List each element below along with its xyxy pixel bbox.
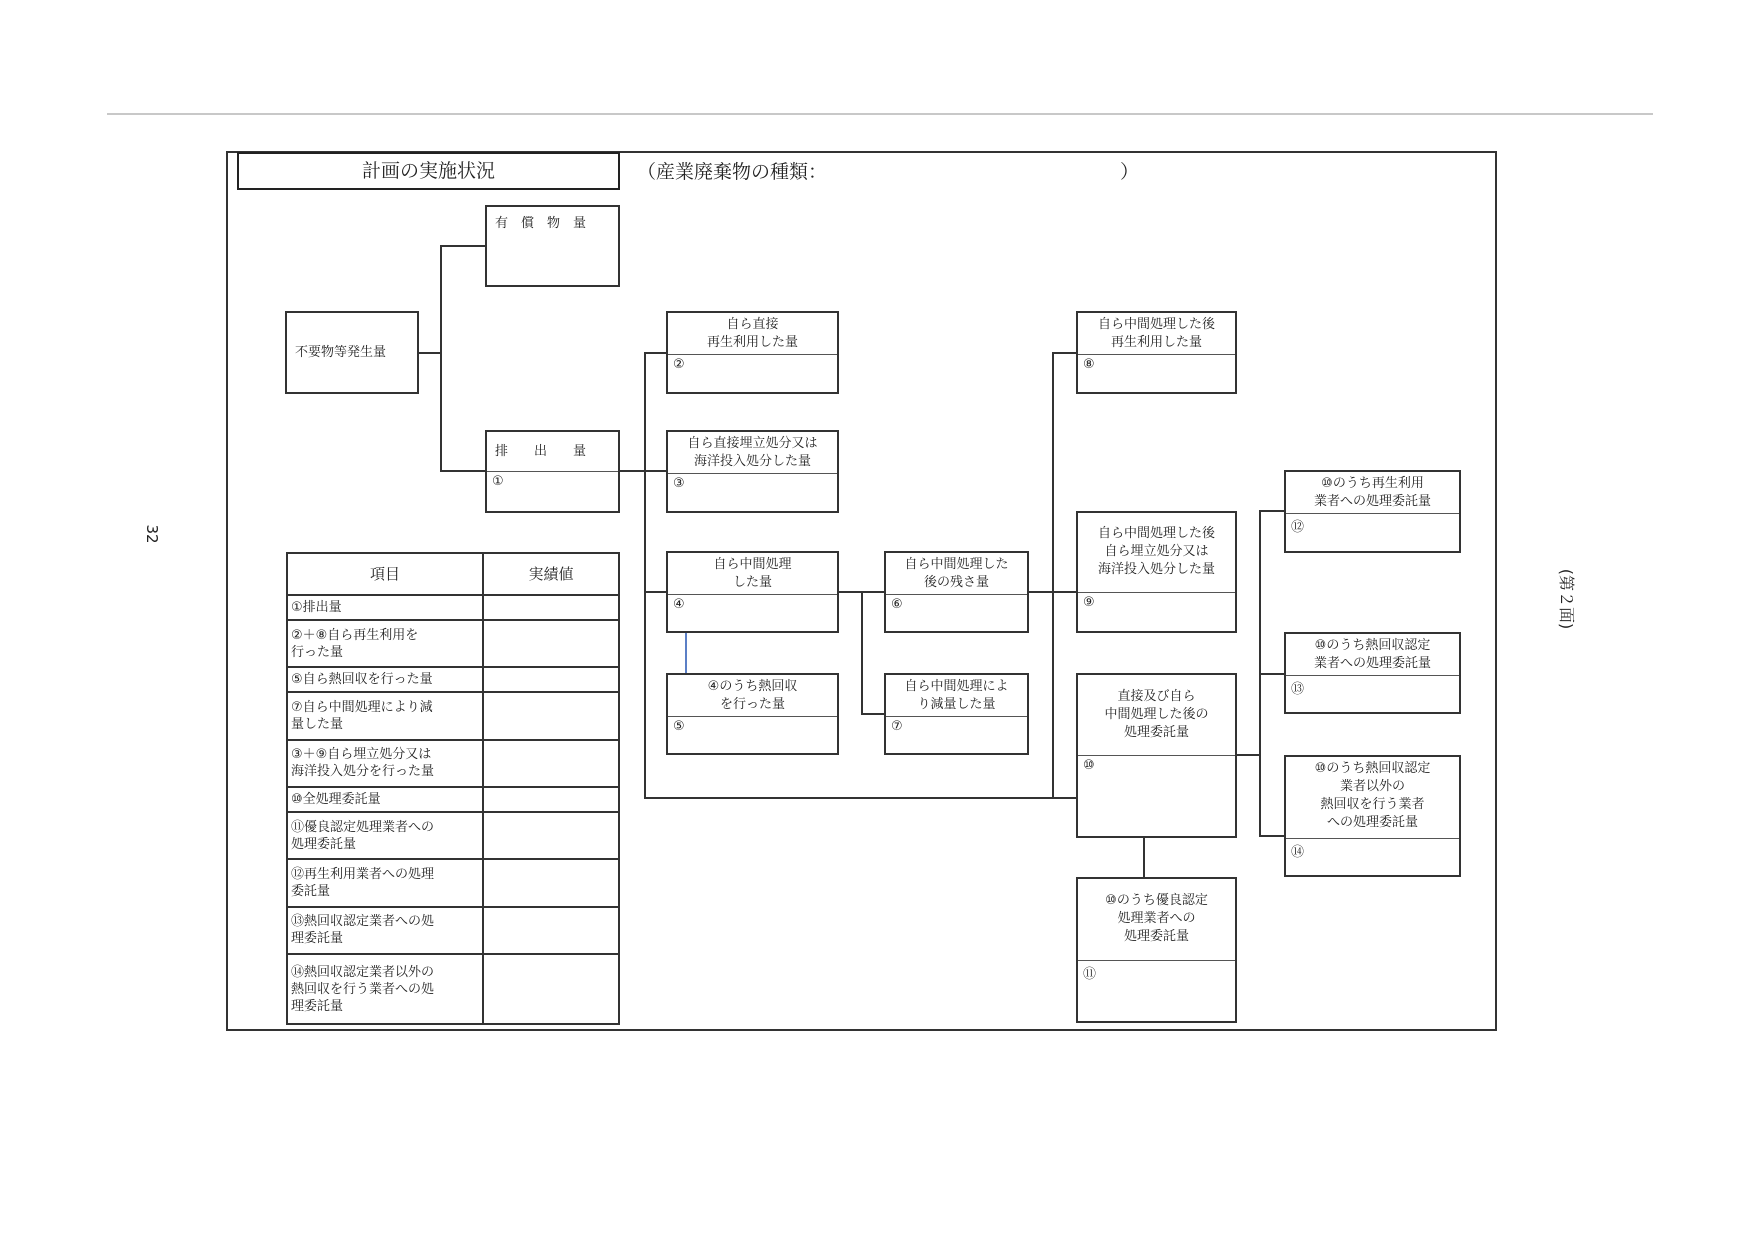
row-label: ⑫再生利用業者への処理 委託量 bbox=[287, 859, 483, 906]
top-rule bbox=[107, 113, 1653, 115]
table-row bbox=[287, 667, 619, 692]
table-row bbox=[287, 692, 619, 739]
connector bbox=[1259, 835, 1285, 837]
page-number: 32 bbox=[143, 524, 161, 544]
row-label: ②＋⑧自ら再生利用を 行った量 bbox=[287, 620, 483, 667]
row-label: ⑪優良認定処理業者への 処理委託量 bbox=[287, 812, 483, 859]
table-row bbox=[287, 812, 619, 859]
row-label: ⑦自ら中間処理により減 量した量 bbox=[287, 692, 483, 739]
connector bbox=[644, 591, 667, 593]
box-label: 有 償 物 量 bbox=[495, 216, 587, 231]
box-8 bbox=[1076, 311, 1237, 394]
box-13 bbox=[1284, 632, 1461, 714]
connector bbox=[1143, 838, 1145, 878]
box-number: ⑩ bbox=[1083, 758, 1095, 773]
box-number: ⑬ bbox=[1291, 682, 1305, 697]
box-number: ⑧ bbox=[1083, 357, 1095, 372]
box-label: 自ら中間処理 した量 bbox=[668, 553, 837, 595]
connector bbox=[685, 632, 687, 674]
box-label: 自ら中間処理した後 再生利用した量 bbox=[1078, 313, 1235, 355]
connector bbox=[440, 245, 442, 472]
box-number: ④ bbox=[673, 597, 685, 612]
value-cell[interactable] bbox=[483, 954, 619, 1024]
table-row bbox=[287, 954, 619, 1024]
table-row bbox=[287, 620, 619, 667]
column-header-value: 実績値 bbox=[483, 553, 619, 595]
value-cell[interactable] bbox=[483, 812, 619, 859]
box-5 bbox=[666, 673, 839, 755]
box-label: 自ら中間処理した 後の残さ量 bbox=[886, 553, 1027, 595]
connector bbox=[1259, 673, 1285, 675]
connector bbox=[861, 713, 886, 715]
connector bbox=[861, 591, 863, 715]
connector bbox=[440, 470, 486, 472]
box-label: ⑩のうち優良認定 処理業者への 処理委託量 bbox=[1078, 879, 1235, 961]
connector bbox=[644, 352, 667, 354]
connector bbox=[644, 797, 1077, 799]
box-label: 直接及び自ら 中間処理した後の 処理委託量 bbox=[1078, 675, 1235, 756]
box-label: 自ら直接埋立処分又は 海洋投入処分した量 bbox=[668, 432, 837, 474]
box-number: ⑨ bbox=[1083, 595, 1095, 610]
connector bbox=[1236, 754, 1260, 756]
connector bbox=[1052, 352, 1054, 798]
box-number: ⑭ bbox=[1291, 845, 1305, 860]
box-label: ⑩のうち熱回収認定 業者以外の 熱回収を行う業者 への処理委託量 bbox=[1286, 757, 1459, 839]
value-cell[interactable] bbox=[483, 907, 619, 954]
connector bbox=[644, 352, 646, 798]
box-number: ⑦ bbox=[891, 719, 903, 734]
waste-kind-label: （産業廃棄物の種類： bbox=[637, 161, 828, 183]
form-title: 計画の実施状況 bbox=[237, 152, 620, 190]
box-10 bbox=[1076, 673, 1237, 838]
connector bbox=[1259, 510, 1285, 512]
box-label: 不要物等発生量 bbox=[295, 345, 387, 360]
box-number: ③ bbox=[673, 476, 685, 491]
box-number: ⑫ bbox=[1291, 520, 1305, 535]
box-12 bbox=[1284, 470, 1461, 553]
box-7 bbox=[884, 673, 1029, 755]
row-label: ⑬熱回収認定業者への処 理委託量 bbox=[287, 907, 483, 954]
table-row bbox=[287, 740, 619, 787]
box-generation-amount bbox=[285, 311, 419, 394]
row-label: ⑤自ら熱回収を行った量 bbox=[287, 667, 483, 692]
box-label: 排 出 量 bbox=[487, 432, 618, 472]
side-label: (第２面) bbox=[1557, 568, 1576, 630]
row-label: ⑭熱回収認定業者以外の 熱回収を行う業者への処 理委託量 bbox=[287, 954, 483, 1024]
value-cell[interactable] bbox=[483, 667, 619, 692]
box-label: ⑩のうち熱回収認定 業者への処理委託量 bbox=[1286, 634, 1459, 676]
box-number: ⑪ bbox=[1083, 967, 1097, 982]
value-cell[interactable] bbox=[483, 859, 619, 906]
value-cell[interactable] bbox=[483, 595, 619, 620]
table-row bbox=[287, 595, 619, 620]
box-number: ② bbox=[673, 357, 685, 372]
row-label: ⑩全処理委託量 bbox=[287, 787, 483, 812]
box-label: ⑩のうち再生利用 業者への処理委託量 bbox=[1286, 472, 1459, 514]
box-9 bbox=[1076, 511, 1237, 633]
box-number: ⑤ bbox=[673, 719, 685, 734]
value-cell[interactable] bbox=[483, 740, 619, 787]
row-label: ③＋⑨自ら埋立処分又は 海洋投入処分を行った量 bbox=[287, 740, 483, 787]
value-cell[interactable] bbox=[483, 692, 619, 739]
box-number: ⑥ bbox=[891, 597, 903, 612]
box-4 bbox=[666, 551, 839, 633]
box-2 bbox=[666, 311, 839, 394]
table-header-row bbox=[287, 553, 619, 595]
box-3 bbox=[666, 430, 839, 513]
connector bbox=[418, 352, 441, 354]
box-label: 自ら中間処理によ り減量した量 bbox=[886, 675, 1027, 717]
connector bbox=[440, 245, 486, 247]
box-valuable-amount bbox=[485, 205, 620, 287]
value-cell[interactable] bbox=[483, 620, 619, 667]
table-row bbox=[287, 787, 619, 812]
box-label: 自ら直接 再生利用した量 bbox=[668, 313, 837, 355]
box-11 bbox=[1076, 877, 1237, 1023]
row-label: ①排出量 bbox=[287, 595, 483, 620]
waste-kind-close: ） bbox=[1120, 161, 1140, 183]
box-6 bbox=[884, 551, 1029, 633]
box-14 bbox=[1284, 755, 1461, 877]
value-cell[interactable] bbox=[483, 787, 619, 812]
column-header-item: 項目 bbox=[287, 553, 483, 595]
connector bbox=[1052, 352, 1077, 354]
box-label: ④のうち熱回収 を行った量 bbox=[668, 675, 837, 717]
box-label: 自ら中間処理した後 自ら埋立処分又は 海洋投入処分した量 bbox=[1078, 513, 1235, 593]
table-row bbox=[287, 859, 619, 906]
box-number: ① bbox=[492, 474, 504, 489]
summary-table bbox=[286, 552, 620, 1025]
table-row bbox=[287, 907, 619, 954]
box-discharge-amount bbox=[485, 430, 620, 513]
